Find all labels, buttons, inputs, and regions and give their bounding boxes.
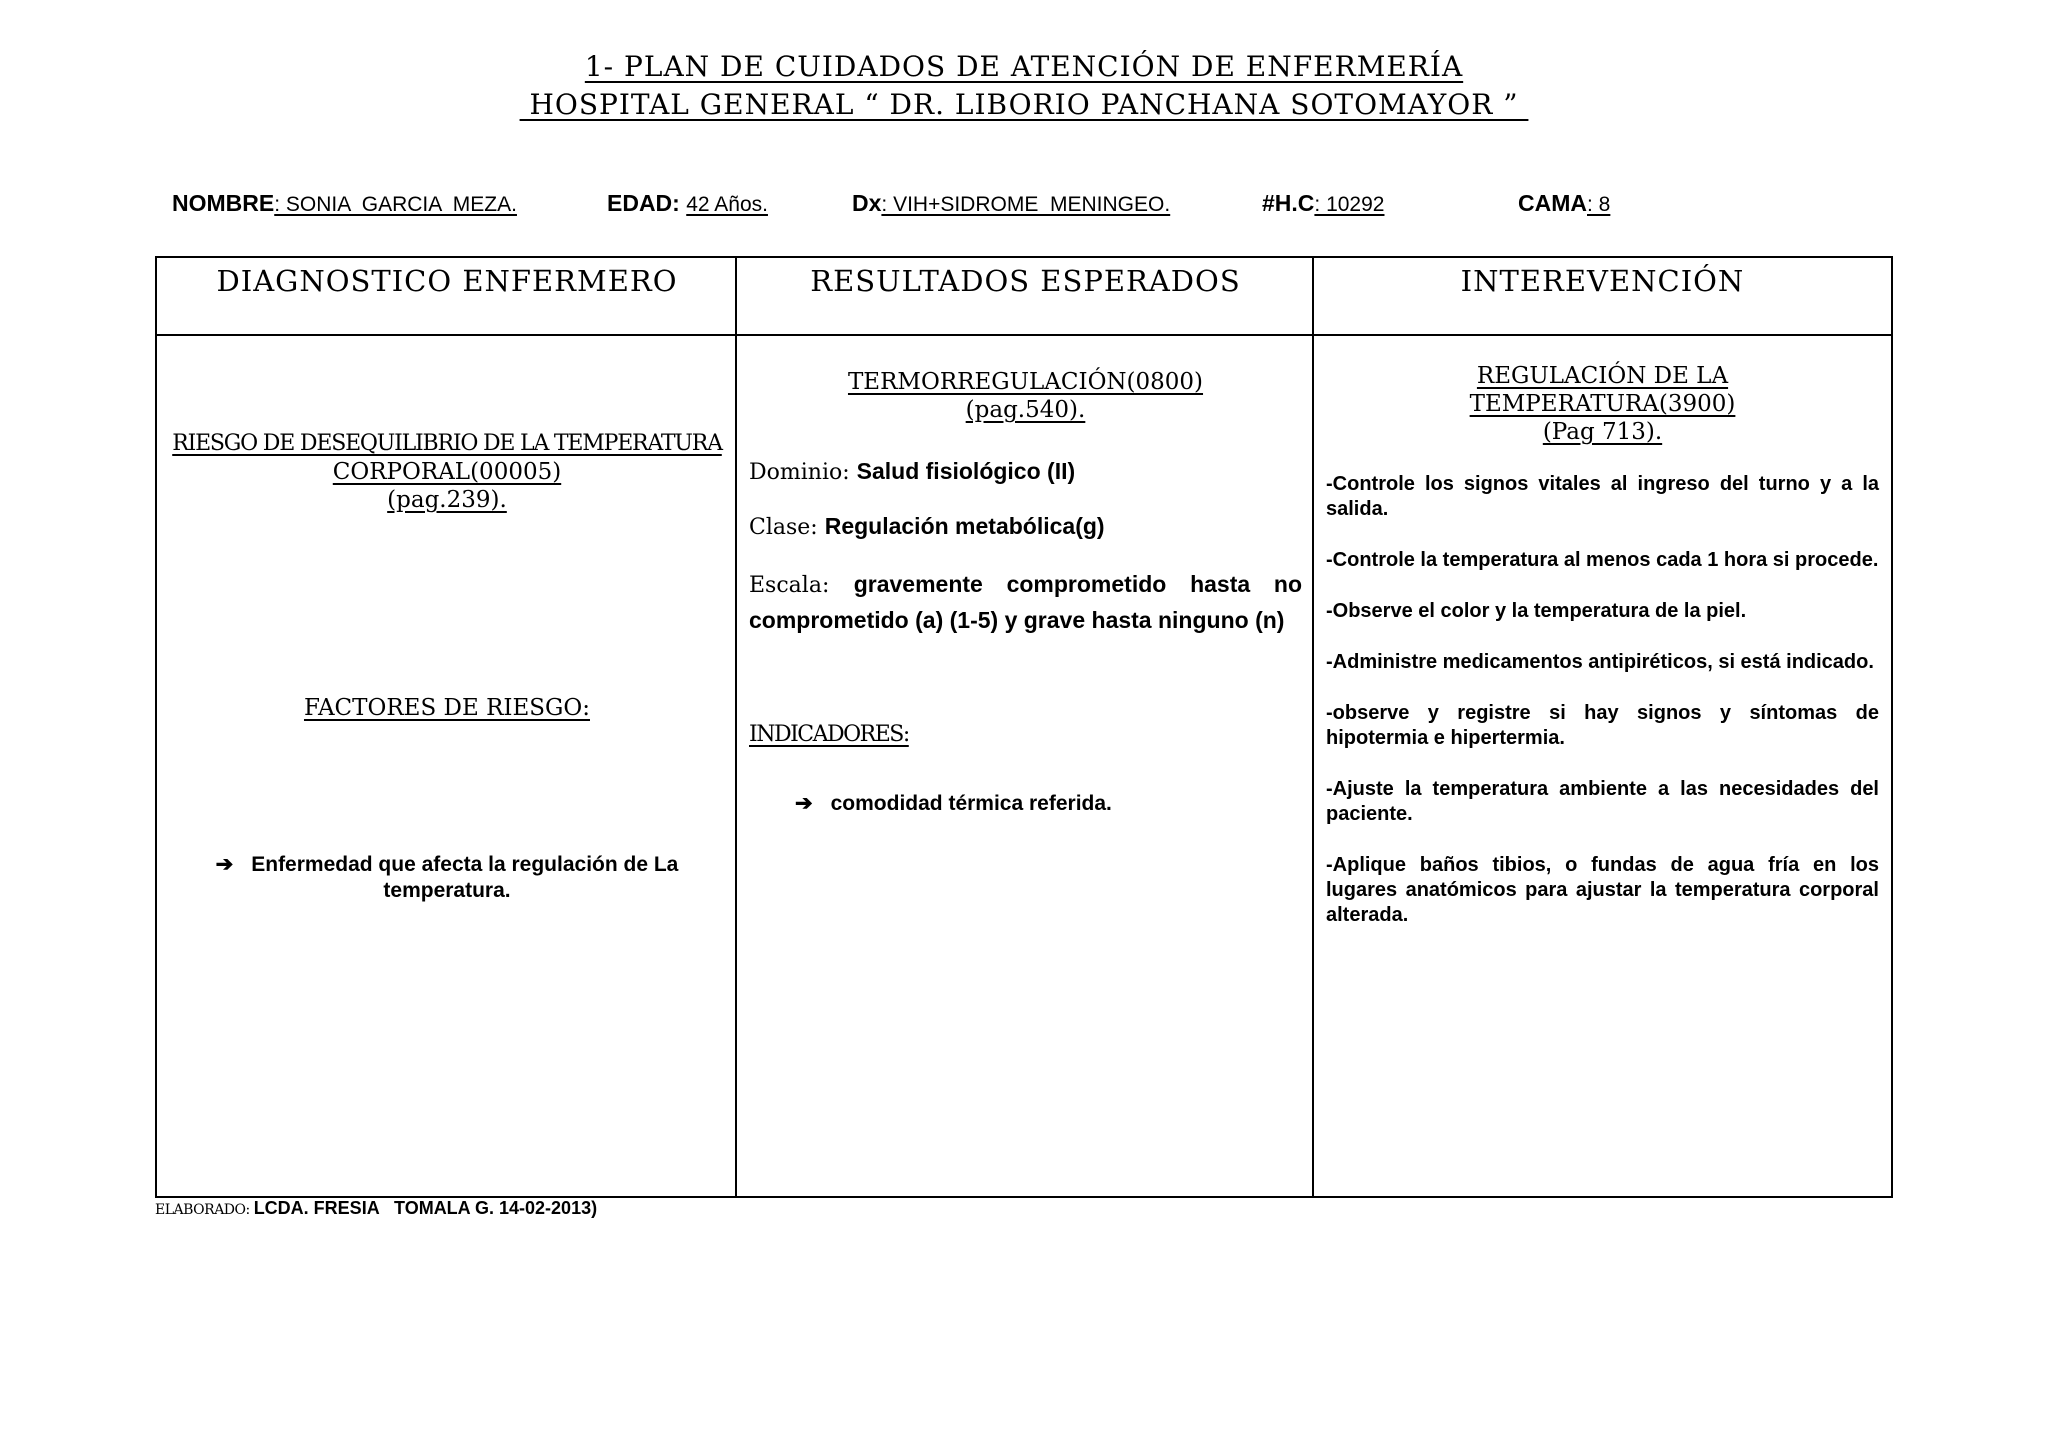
care-plan-table — [155, 256, 1893, 1198]
diagnosis-title-line-2: CORPORAL(00005) — [332, 459, 562, 485]
intervention-item: -Controle la temperatura al menos cada 1 hora si procede. — [1326, 549, 1879, 571]
header-diagnosis: DIAGNOSTICO ENFERMERO — [216, 264, 678, 298]
intervention-list — [1326, 472, 1879, 928]
patient-diagnosis: Dx: VIH+SIDROME MENINGEO. — [852, 190, 1171, 216]
intervention-title-line-3: (Pag 713). — [1542, 419, 1663, 445]
indicators-title: INDICADORES: — [749, 722, 909, 747]
risk-factor-item-continuation: temperatura. — [383, 879, 511, 902]
intervention-item: -Administre medicamentos antipiréticos, si está indicado. — [1326, 651, 1874, 673]
patient-age: EDAD: 42 Años. — [607, 190, 768, 216]
header-results: RESULTADOS ESPERADOS — [810, 264, 1241, 298]
patient-record-number: #H.C: 10292 — [1262, 190, 1385, 216]
page-title — [0, 48, 2048, 124]
title-line-2: HOSPITAL GENERAL “ DR. LIBORIO PANCHANA SOTOMAYOR ” — [519, 88, 1529, 121]
intervention-item: -observe y registre si hay signos y síntomas de hipotermia e hipertermia. — [1326, 702, 1879, 749]
intervention-title-line-2: TEMPERATURA(3900) — [1469, 391, 1736, 417]
intervention-item: -Observe el color y la temperatura de la piel. — [1326, 600, 1747, 622]
patient-name: NOMBRE: SONIA GARCIA MEZA. — [172, 190, 517, 216]
intervention-item: -Controle los signos vitales al ingreso del turno y a la salida. — [1326, 473, 1879, 520]
arrow-right-icon: ➔ — [795, 792, 813, 815]
dominio-row: Dominio: Salud fisiológico (II) — [749, 458, 1076, 485]
prepared-by: ELABORADO: LCDA. FRESIA TOMALA G. 14-02-2013) — [155, 1198, 598, 1218]
intervention-title-line-1: REGULACIÓN DE LA — [1476, 363, 1729, 389]
arrow-right-icon: ➔ — [215, 853, 234, 876]
diagnosis-title-line-3: (pag.239). — [387, 487, 507, 513]
risk-factors-title: FACTORES DE RIESGO: — [303, 695, 590, 721]
intervention-item: -Aplique baños tibios, o fundas de agua fría en los lugares anatómicos para ajustar la temperatura corporal alterada. — [1326, 854, 1879, 926]
diagnosis-cell — [157, 336, 737, 1196]
escala-row: Escala: gravemente comprometido hasta no comprometido (a) (1-5) y grave hasta ninguno (n) — [749, 571, 1302, 633]
diagnosis-title-line-1: RIESGO DE DESEQUILIBRIO DE LA TEMPERATURA — [172, 431, 722, 456]
risk-factor-item: ➔ Enfermedad que afecta la regulación de La — [215, 853, 679, 876]
intervention-cell — [1314, 336, 1891, 1196]
intervention-item: -Ajuste la temperatura ambiente a las necesidades del paciente. — [1326, 778, 1879, 825]
results-title-line-1: TERMORREGULACIÓN(0800) — [847, 369, 1204, 395]
results-title-line-2: (pag.540). — [965, 397, 1086, 423]
results-cell — [737, 336, 1314, 1196]
indicator-item: ➔ comodidad térmica referida. — [795, 792, 1112, 815]
patient-bed: CAMA: 8 — [1518, 190, 1611, 216]
clase-row: Clase: Regulación metabólica(g) — [749, 513, 1105, 540]
title-line-1: 1- PLAN DE CUIDADOS DE ATENCIÓN DE ENFERMERÍA — [584, 50, 1464, 83]
header-intervention: INTEREVENCIÓN — [1460, 264, 1745, 298]
